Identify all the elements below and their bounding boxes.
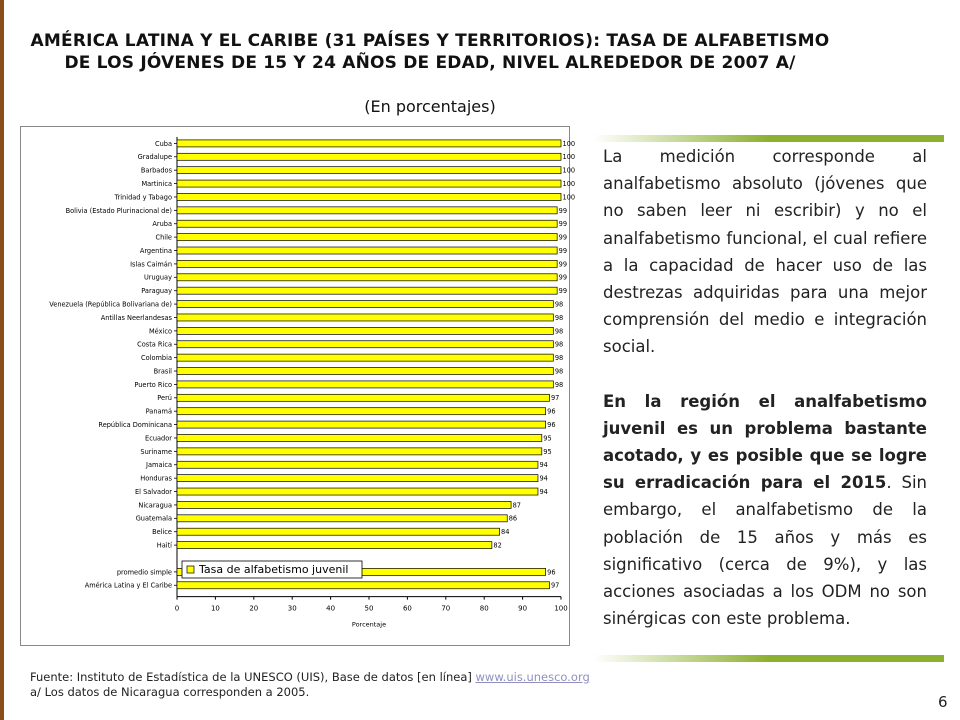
category-label: Guatemala	[135, 514, 172, 523]
bar	[177, 207, 557, 214]
category-label: Chile	[155, 233, 172, 242]
value-label: 96	[547, 568, 556, 577]
green-divider-top	[594, 135, 944, 142]
value-label: 87	[512, 501, 521, 510]
bar	[177, 448, 542, 455]
bar	[177, 582, 549, 589]
bar	[177, 434, 542, 441]
category-label: promedio simple	[116, 568, 172, 577]
value-label: 99	[558, 287, 568, 296]
category-label: Ecuador	[145, 434, 172, 443]
category-label: Costa Rica	[137, 340, 172, 349]
bar	[177, 461, 538, 468]
value-label: 96	[547, 407, 556, 416]
value-label: 100	[562, 139, 576, 148]
category-label: Aruba	[152, 220, 172, 229]
value-label: 96	[547, 420, 556, 429]
value-label: 95	[543, 447, 552, 456]
legend-label: Tasa de alfabetismo juvenil	[199, 563, 349, 576]
bar	[177, 247, 557, 254]
bar	[177, 153, 561, 160]
category-label: Argentina	[139, 246, 172, 255]
x-tick-label: 60	[402, 604, 412, 613]
value-label: 82	[493, 541, 502, 550]
value-label: 98	[554, 367, 564, 376]
value-label: 98	[554, 313, 564, 322]
value-label: 99	[558, 220, 568, 229]
x-tick-label: 30	[287, 604, 297, 613]
bar	[177, 274, 557, 281]
x-tick-label: 80	[479, 604, 489, 613]
value-label: 94	[539, 461, 548, 470]
bar	[177, 488, 538, 495]
bar	[177, 341, 553, 348]
value-label: 94	[539, 474, 548, 483]
value-label: 98	[554, 300, 564, 309]
chart-frame	[20, 126, 576, 646]
category-label: Cuba	[154, 139, 172, 148]
x-tick-label: 70	[441, 604, 451, 613]
bar-chart	[21, 127, 576, 645]
commentary-highlight: En la región el analfabetismo juvenil es un problema bastante acotado, y es posible que se logre su erradicación para el 2015	[603, 391, 927, 493]
bar	[177, 421, 546, 428]
value-label: 98	[554, 327, 564, 336]
category-label: Colombia	[141, 354, 172, 363]
category-label: El Salvador	[134, 487, 172, 496]
category-label: Panamá	[145, 407, 172, 416]
category-label: Haití	[156, 541, 172, 550]
value-label: 84	[501, 528, 510, 537]
legend-swatch	[187, 566, 194, 573]
category-label: Nicaragua	[138, 501, 172, 510]
bar	[177, 354, 553, 361]
value-label: 99	[558, 273, 568, 282]
page-subtitle: (En porcentajes)	[364, 97, 496, 116]
x-tick-label: 0	[174, 604, 180, 613]
bar	[177, 542, 492, 549]
value-label: 86	[508, 514, 518, 523]
category-label: Honduras	[140, 474, 172, 483]
category-label: Islas Caimán	[130, 260, 172, 269]
category-label: Brasil	[153, 367, 172, 376]
bar	[177, 327, 553, 334]
category-label: Trinidad y Tabago	[114, 193, 172, 202]
bar	[177, 528, 500, 535]
bar	[177, 301, 553, 308]
footer	[30, 670, 590, 700]
value-label: 94	[539, 487, 548, 496]
bar	[177, 515, 507, 522]
value-label: 98	[554, 380, 564, 389]
category-label: México	[148, 327, 172, 336]
footnote: a/ Los datos de Nicaragua corresponden a 2005.	[30, 685, 310, 699]
bar	[177, 260, 557, 267]
left-border-rule	[0, 0, 4, 720]
x-tick-label: 100	[554, 604, 568, 613]
bar	[177, 381, 553, 388]
value-label: 97	[550, 581, 560, 590]
commentary-paragraph-1: La medición corresponde al analfabetismo absoluto (jóvenes que no saben leer ni escribir) y no el analfabetismo funcional, el cual refiere a la capacidad de hacer uso de las destrezas adquiridas para una mejor comprensión del medio e integración social.	[603, 147, 927, 357]
value-label: 97	[550, 394, 560, 403]
value-label: 98	[554, 340, 564, 349]
value-label: 95	[543, 434, 552, 443]
category-label: Puerto Rico	[134, 380, 172, 389]
value-label: 99	[558, 246, 568, 255]
x-tick-label: 50	[364, 604, 374, 613]
category-label: Gradalupe	[137, 153, 172, 162]
value-label: 99	[558, 260, 568, 269]
bar	[177, 167, 561, 174]
value-label: 100	[562, 166, 576, 175]
bar	[177, 193, 561, 200]
value-label: 100	[562, 153, 576, 162]
category-label: Antillas Neerlandesas	[100, 313, 172, 322]
source-link[interactable]: www.uis.unesco.org	[475, 670, 590, 684]
category-label: Belice	[152, 528, 172, 537]
bar	[177, 368, 553, 375]
commentary-panel	[603, 143, 927, 632]
source-text: Fuente: Instituto de Estadística de la UNESCO (UIS), Base de datos [en línea]	[30, 670, 472, 684]
bar	[177, 501, 511, 508]
category-label: Uruguay	[143, 273, 172, 282]
category-label: América Latina y El Caribe	[84, 581, 172, 590]
bar	[177, 408, 546, 415]
bar	[177, 220, 557, 227]
green-divider-bottom	[594, 655, 944, 662]
category-label: Barbados	[140, 166, 172, 175]
category-label: Jamaica	[146, 461, 172, 470]
bar	[177, 234, 557, 241]
source-note	[30, 670, 590, 685]
bar	[177, 287, 557, 294]
x-axis-title: Porcentaje	[351, 620, 387, 629]
page-title: AMÉRICA LATINA Y EL CARIBE (31 PAÍSES Y TERRITORIOS): TASA DE ALFABETISMO DE LOS JÓVENES DE 15 Y 24 AÑOS DE EDAD, NIVEL ALREDEDOR DE 2007 A/	[30, 31, 830, 73]
bar	[177, 475, 538, 482]
value-label: 99	[558, 233, 568, 242]
value-label: 98	[554, 354, 564, 363]
x-tick-label: 20	[249, 604, 259, 613]
bar	[177, 180, 561, 187]
page-number: 6	[938, 693, 948, 711]
category-label: Suriname	[140, 447, 172, 456]
bar	[177, 394, 549, 401]
category-label: República Dominicana	[98, 420, 172, 429]
value-label: 99	[558, 206, 568, 215]
category-label: Martinica	[141, 179, 172, 188]
bar	[177, 314, 553, 321]
value-label: 100	[562, 179, 576, 188]
bar	[177, 140, 561, 147]
commentary-paragraph-2	[603, 388, 927, 633]
value-label: 100	[562, 193, 576, 202]
category-label: Perú	[157, 394, 172, 403]
category-label: Paraguay	[141, 287, 172, 296]
x-tick-label: 40	[326, 604, 336, 613]
x-tick-label: 90	[518, 604, 528, 613]
x-tick-label: 10	[210, 604, 220, 613]
commentary-rest: . Sin embargo, el analfabetismo de la población de 15 años y más es significativo (cerca de 9%), y las acciones asociadas a los ODM no son sinérgicas con este problema.	[603, 473, 928, 629]
category-label: Venezuela (República Bolivariana de)	[49, 300, 172, 309]
category-label: Bolivia (Estado Plurinacional de)	[65, 206, 172, 215]
